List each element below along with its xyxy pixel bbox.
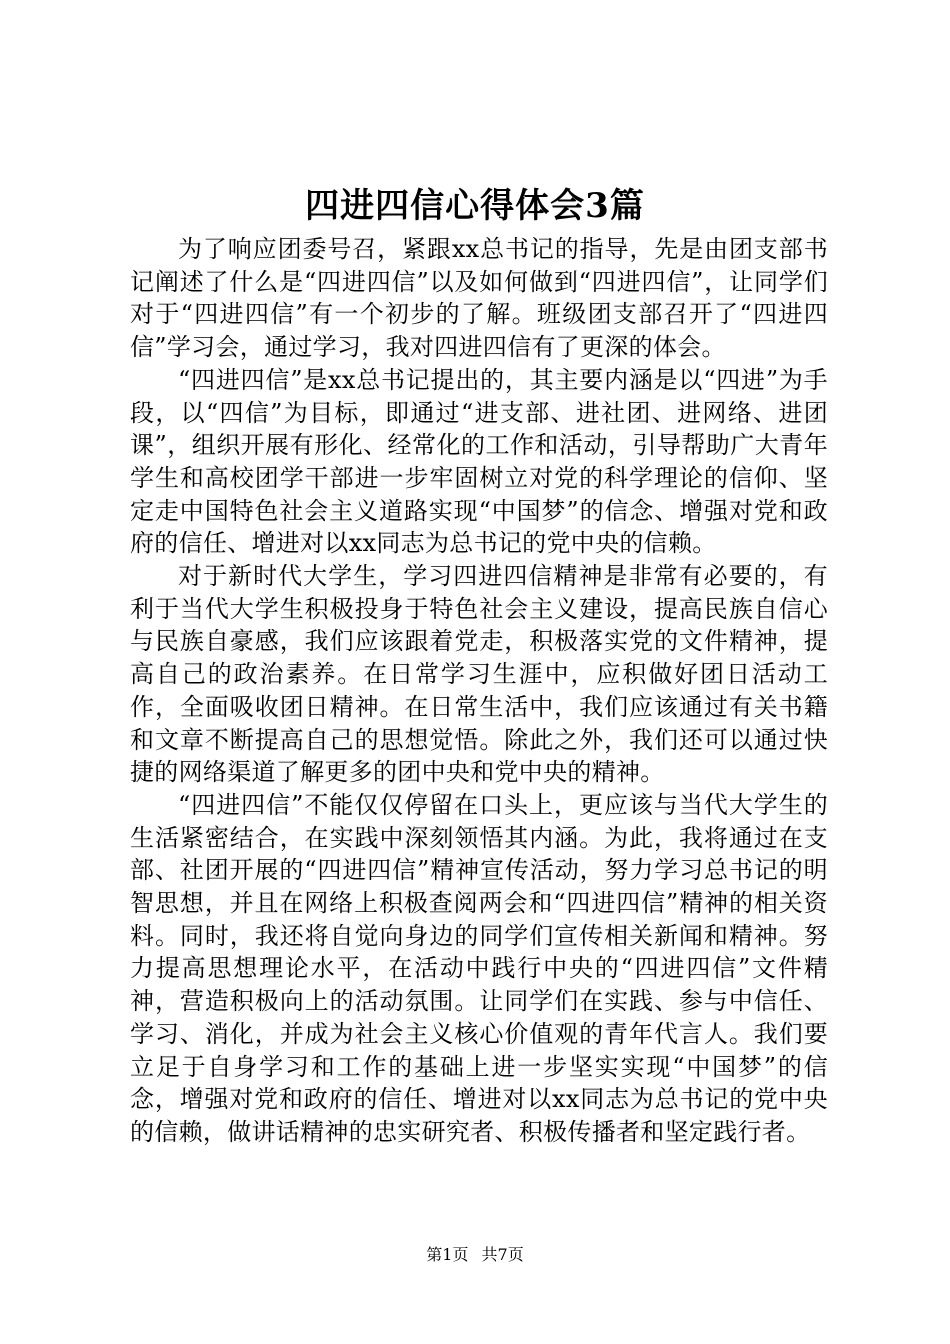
- paragraph-4: “四进四信”不能仅仅停留在口头上，更应该与当代大学生的生活紧密结合，在实践中深刻领悟其内涵。为此，我将通过在支部、社团开展的“四进四信”精神宣传活动，努力学习总书记的明智思想，并且在网络上积极查阅两会和“四进四信”精神的相关资料。同时，我还将自觉向身边的同学们宣传相关新闻和精神。努力提高思想理论水平，在活动中践行中央的“四进四信”文件精神，营造积极向上的活动氛围。让同学们在实践、参与中信任、学习、消化，并成为社会主义核心价值观的青年代言人。我们要立足于自身学习和工作的基础上进一步坚实实现“中国梦”的信念，增强对党和政府的信任、增进对以xx同志为总书记的党中央的信赖，做讲话精神的忠实研究者、积极传播者和坚定践行者。: [130, 790, 828, 1146]
- page-number: 第1页: [426, 1245, 469, 1264]
- document-body: [130, 233, 828, 1149]
- page-footer: [0, 1244, 950, 1266]
- page-total: 共7页: [481, 1245, 524, 1264]
- paragraph-3: 对于新时代大学生，学习四进四信精神是非常有必要的，有利于当代大学生积极投身于特色社会主义建设，提高民族自信心与民族自豪感，我们应该跟着党走，积极落实党的文件精神，提高自己的政治素养。在日常学习生涯中，应积做好团日活动工作，全面吸收团日精神。在日常生活中，我们应该通过有关书籍和文章不断提高自己的思想觉悟。除此之外，我们还可以通过快捷的网络渠道了解更多的团中央和党中央的精神。: [130, 562, 828, 787]
- paragraph-1: 为了响应团委号召，紧跟xx总书记的指导，先是由团支部书记阐述了什么是“四进四信”以及如何做到“四进四信”，让同学们对于“四进四信”有一个初步的了解。班级团支部召开了“四进四信”学习会，通过学习，我对四进四信有了更深的体会。: [130, 235, 828, 362]
- paragraph-2: “四进四信”是xx总书记提出的，其主要内涵是以“四进”为手段，以“四信”为目标，即通过“进支部、进社团、进网络、进团课”，组织开展有形化、经常化的工作和活动，引导帮助广大青年学生和高校团学干部进一步牢固树立对党的科学理论的信仰、坚定走中国特色社会主义道路实现“中国梦”的信念、增强对党和政府的信任、增进对以xx同志为总书记的党中央的信赖。: [130, 365, 828, 558]
- document-title: 四进四信心得体会3篇: [305, 186, 645, 226]
